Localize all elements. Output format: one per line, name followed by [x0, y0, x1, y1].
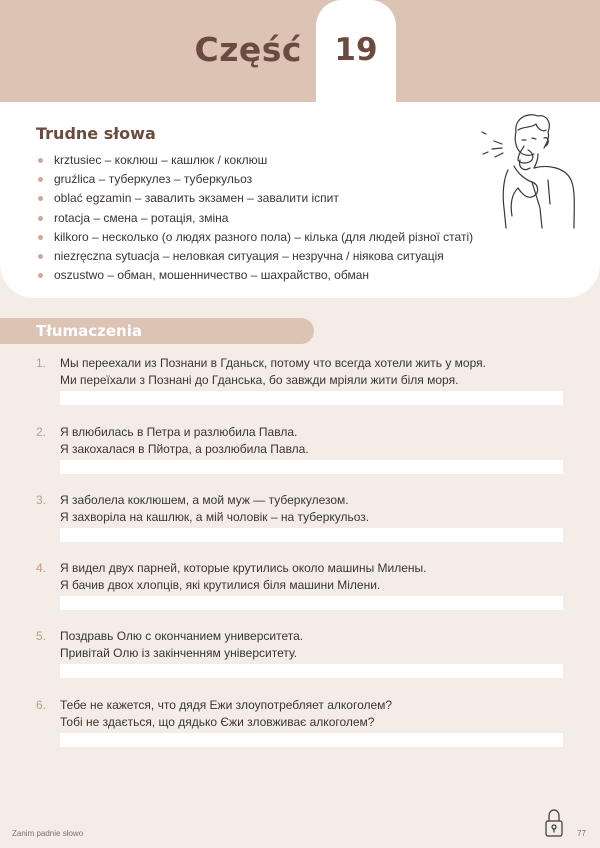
exercise-number: 6. — [36, 698, 47, 712]
exercise-sentence-russian: Тебе не кажется, что дядя Ежи злоупотребляет алкоголем? — [60, 698, 393, 712]
exercise-sentence-russian: Я влюбилась в Петра и разлюбила Павла. — [60, 425, 298, 439]
vocabulary-item — [38, 170, 473, 189]
vocabulary-item-text: kilkoro – несколько (о людях разного пола) – кілька (для людей різної статі) — [54, 229, 474, 244]
page-number: 77 — [577, 829, 586, 838]
exercise-number: 2. — [36, 425, 47, 439]
bullet-icon — [38, 254, 43, 259]
exercise-sentence-ukrainian: Я бачив двох хлопців, які крутилися біля машини Мілени. — [60, 578, 381, 592]
exercise-sentence-ukrainian: Тобі не здається, що дядько Єжи зловживає алкоголем? — [60, 715, 375, 729]
exercise-sentence-ukrainian: Привітай Олю із закінченням університету. — [60, 646, 298, 660]
vocabulary-item — [38, 151, 473, 170]
exercise-sentence-ukrainian: Я захворіла на кашлюк, а мій чоловік – на туберкульоз. — [60, 510, 370, 524]
exercise-sentence-ukrainian: Ми переїхали з Познані до Гданська, бо завжди мріяли жити біля моря. — [60, 373, 459, 387]
vocabulary-item-text: oszustwo – обман, мошенничество – шахрайство, обман — [54, 268, 369, 283]
vocabulary-item — [38, 189, 473, 208]
vocabulary-item-text: rotacja – смена – ротація, зміна — [54, 210, 229, 225]
exercise-sentence-russian: Поздравь Олю с окончанием университета. — [60, 629, 304, 643]
answer-field[interactable] — [60, 460, 563, 474]
exercise-sentence-ukrainian: Я закохалася в Пйотра, а розлюбила Павла. — [60, 442, 309, 456]
bullet-icon — [38, 216, 43, 221]
part-number: 19 — [334, 32, 378, 68]
answer-field[interactable] — [60, 528, 563, 542]
answer-field[interactable] — [60, 391, 563, 405]
exercise-sentence-russian: Я заболела коклюшем, а мой муж — туберкулезом. — [60, 493, 349, 507]
exercise-sentence-russian: Я видел двух парней, которые крутились около машины Милены. — [60, 561, 427, 575]
part-title: Część — [194, 30, 302, 69]
answer-field[interactable] — [60, 596, 563, 610]
exercise-number: 4. — [36, 561, 47, 575]
vocabulary-item — [38, 247, 473, 266]
padlock-icon — [543, 808, 565, 838]
part-number-tab — [316, 0, 396, 102]
bullet-icon — [38, 235, 43, 240]
translations-heading: Tłumaczenia — [36, 322, 142, 340]
vocabulary-item-text: gruźlica – туберкулез – туберкульоз — [54, 172, 253, 187]
vocabulary-item-text: oblać egzamin – завалить экзамен – завалити іспит — [54, 191, 339, 206]
answer-field[interactable] — [60, 733, 563, 747]
exercise-sentence-russian: Мы переехали из Познани в Гданьск, потому что всегда хотели жить у моря. — [60, 356, 486, 370]
translations-tab — [0, 318, 314, 344]
vocabulary-item-text: niezręczna sytuacja – неловкая ситуация – незручна / ніякова ситуація — [54, 248, 444, 263]
answer-field[interactable] — [60, 664, 563, 678]
bullet-icon — [38, 177, 43, 182]
vocabulary-heading: Trudne słowa — [36, 124, 156, 143]
vocabulary-item-text: krztusiec – коклюш – кашлюк / коклюш — [54, 153, 268, 167]
coughing-man-icon — [478, 108, 582, 230]
vocabulary-item — [38, 209, 473, 228]
vocabulary-item — [38, 228, 473, 247]
exercise-number: 5. — [36, 629, 47, 643]
bullet-icon — [38, 196, 43, 201]
vocabulary-list — [38, 151, 473, 285]
bullet-icon — [38, 158, 43, 163]
exercise-number: 3. — [36, 493, 47, 507]
bullet-icon — [38, 273, 43, 278]
book-title: Zanim padnie słowo — [12, 829, 84, 838]
vocabulary-item — [38, 266, 473, 285]
exercise-number: 1. — [36, 356, 47, 370]
